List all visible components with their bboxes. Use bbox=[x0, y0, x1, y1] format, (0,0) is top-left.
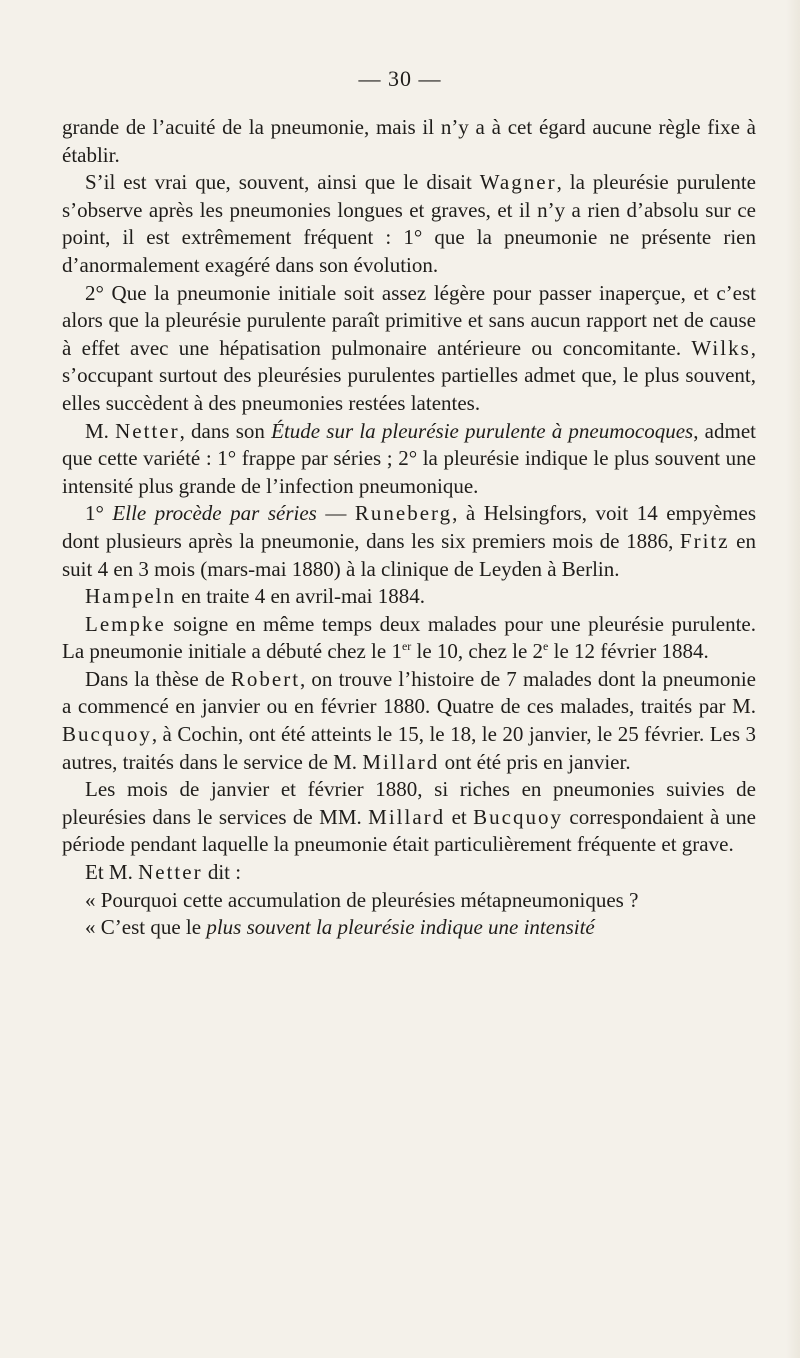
paragraph-3 bbox=[62, 280, 756, 418]
paragraph-10 bbox=[62, 859, 756, 887]
text-segment: , on trouve l’histoire de 7 malades dont la pneumonie a commencé en janvier ou en février 1880. Quatre de ces malades, traités par M. bbox=[62, 666, 756, 719]
author-name: Netter bbox=[115, 418, 180, 443]
author-name: Wilks bbox=[691, 335, 751, 360]
author-name: Runeberg bbox=[354, 501, 453, 526]
paragraph-5 bbox=[62, 500, 756, 583]
quote-line: « Pourquoi cette accumulation de pleurésies métapneumoniques ? bbox=[85, 887, 639, 912]
author-name: Fritz bbox=[679, 528, 730, 553]
paragraph-1 bbox=[62, 114, 756, 169]
text-segment: , à Helsingfors, voit 14 empyèmes dont plusieurs après la pneumonie, dans les six premiers mois de 1886, bbox=[62, 501, 757, 553]
author-name: Millard bbox=[368, 804, 446, 829]
text-segment: dit : bbox=[202, 860, 242, 885]
text-segment: , à Cochin, ont été atteints le 15, le 18, le 20 janvier, le 25 février. Les 3 autres, traités dans le service de M. bbox=[62, 722, 756, 774]
text-segment: , admet que cette variété : 1° frappe par séries ; 2° la pleurésie indique le plus souvent une intensité plus grande de l’infection pneumonique. bbox=[62, 418, 756, 498]
text-segment: — bbox=[316, 501, 355, 526]
paragraph-11 bbox=[62, 887, 756, 915]
text-segment: , dans son bbox=[179, 418, 272, 443]
body-text bbox=[62, 114, 756, 942]
text-segment: , la pleurésie purulente s’observe après les pneumonies longues et graves, et il n’y a rien d’absolu sur ce point, il est extrêmement fréquent : 1° que la pneumonie ne présente rien d’anormalement exagéré dans son évolution. bbox=[62, 170, 756, 277]
page-edge-shadow bbox=[786, 0, 800, 1358]
paragraph-2 bbox=[62, 169, 756, 279]
ordinal-superscript: e bbox=[543, 639, 549, 654]
paragraph-9 bbox=[62, 776, 756, 859]
author-name: Robert bbox=[230, 666, 301, 691]
text-segment: en traite 4 en avril-mai 1884. bbox=[175, 584, 425, 609]
author-name: Bucquoy bbox=[473, 804, 563, 829]
author-name: Bucquoy bbox=[62, 722, 152, 747]
text-segment: soigne en même temps deux malades pour une pleurésie purulente. La pneumonie initiale a débuté chez le 1 bbox=[62, 611, 756, 664]
quote-emphasis: plus souvent la pleurésie indique une intensité bbox=[206, 915, 595, 940]
page-number: — 30 — bbox=[358, 66, 442, 91]
text-segment: ont été pris en janvier. bbox=[439, 749, 631, 774]
text-segment: Et M. bbox=[85, 860, 139, 885]
paragraph-6 bbox=[62, 583, 756, 611]
text-segment: , s’occupant surtout des pleurésies purulentes partielles admet que, le plus souvent, elles succèdent à des pneumonies restées latentes. bbox=[62, 335, 756, 415]
author-name: Millard bbox=[362, 749, 440, 774]
text-segment: le 10, chez le 2 bbox=[411, 639, 544, 664]
text-segment: 2° Que la pneumonie initiale soit assez légère pour passer inaperçue, et c’est alors que la pleurésie purulente paraît primitive et sans aucun rapport net de cause à effet avec une hépatisation pulmonaire antérieure ou concomitante. bbox=[62, 280, 756, 360]
quote-line: « C’est que le bbox=[85, 915, 207, 940]
text-segment: 1° bbox=[85, 501, 113, 526]
author-name: Wagner bbox=[479, 170, 557, 195]
work-title: Étude sur la pleurésie purulente à pneumocoques bbox=[271, 418, 694, 443]
paragraph-7 bbox=[62, 611, 756, 666]
text-segment: Dans la thèse de bbox=[85, 666, 231, 691]
text-segment: M. bbox=[85, 418, 116, 443]
text-segment: grande de l’acuité de la pneumonie, mais il n’y a à cet égard aucune règle fixe à établir. bbox=[62, 115, 756, 167]
author-name: Hampeln bbox=[85, 584, 176, 609]
author-name: Netter bbox=[138, 860, 203, 885]
text-segment: S’il est vrai que, souvent, ainsi que le disait bbox=[85, 170, 480, 195]
paragraph-4 bbox=[62, 418, 756, 501]
text-segment: le 12 février 1884. bbox=[548, 639, 709, 664]
paragraph-12 bbox=[62, 914, 756, 942]
text-segment: et bbox=[445, 804, 474, 829]
text-segment: en suit 4 en 3 mois (mars-mai 1880) à la clinique de Leyden à Berlin. bbox=[62, 528, 756, 581]
paragraph-8 bbox=[62, 666, 756, 776]
text-segment: correspondaient à une période pendant laquelle la pneumonie était particulièrement fréquente et grave. bbox=[62, 804, 757, 857]
ordinal-superscript: er bbox=[401, 639, 412, 654]
section-heading: Elle procède par séries bbox=[112, 501, 317, 526]
text-segment: Les mois de janvier et février 1880, si riches en pneumonies suivies de pleurésies dans le services de MM. bbox=[62, 777, 756, 829]
author-name: Lempke bbox=[85, 611, 166, 636]
